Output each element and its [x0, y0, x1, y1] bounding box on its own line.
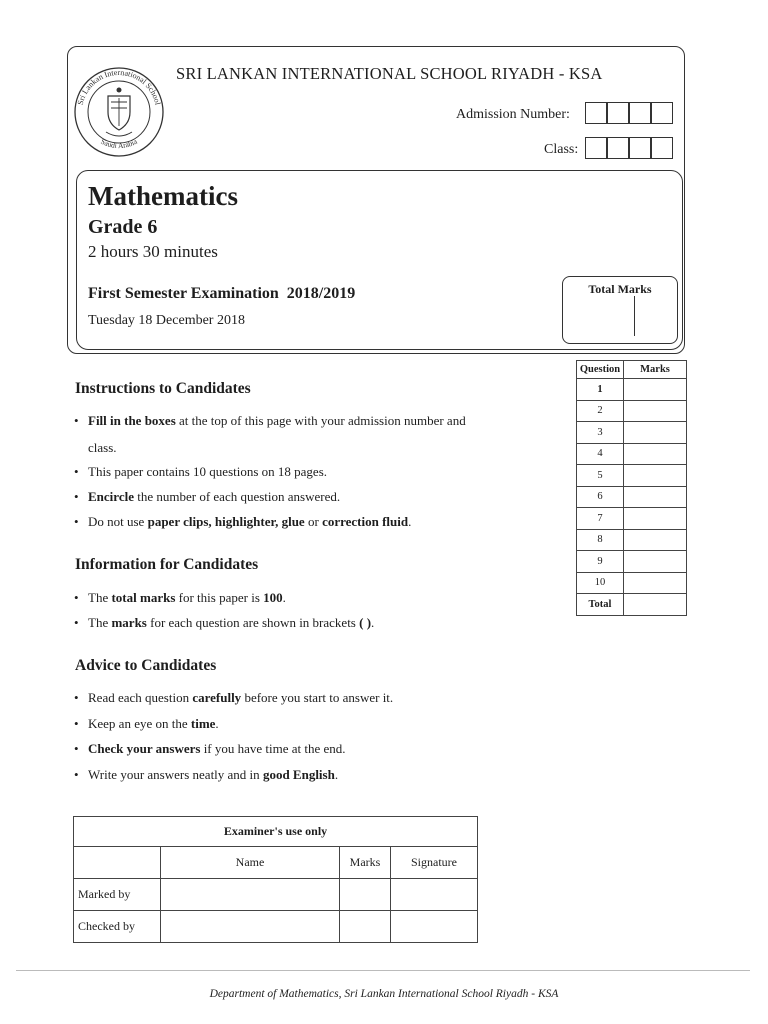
question-number: 4	[577, 443, 624, 465]
examiner-blank-cell	[74, 847, 161, 879]
examiner-use-table	[73, 816, 478, 943]
instruction-text: Do not use	[88, 514, 148, 529]
bullet-icon: •	[74, 464, 79, 479]
bullet-icon: •	[74, 716, 79, 731]
table-row	[577, 486, 687, 508]
table-row	[577, 422, 687, 444]
instruction-item	[74, 413, 466, 429]
advice-text: Read each question	[88, 690, 193, 705]
information-bold: 100	[263, 590, 283, 605]
question-number: 8	[577, 529, 624, 551]
information-text: .	[282, 590, 286, 605]
marks-cell[interactable]	[624, 465, 687, 487]
instruction-item	[74, 464, 327, 480]
marked-by-marks-cell[interactable]	[340, 879, 391, 911]
question-number: 6	[577, 486, 624, 508]
class-digit-box[interactable]	[629, 137, 651, 159]
marks-column-header: Marks	[340, 847, 391, 879]
advice-text: .	[334, 767, 339, 782]
class-digit-box[interactable]	[651, 137, 673, 159]
advice-heading: Advice to Candidates	[75, 657, 217, 674]
marks-cell[interactable]	[624, 529, 687, 551]
advice-text: before you start to answer it.	[241, 690, 394, 705]
table-row	[577, 400, 687, 422]
admission-number-label: Admission Number:	[456, 107, 570, 122]
instruction-text: or	[304, 514, 323, 529]
information-text: The	[88, 615, 112, 630]
marked-by-name-cell[interactable]	[161, 879, 340, 911]
total-marks-divider	[634, 296, 635, 336]
table-row	[577, 379, 687, 401]
marks-cell[interactable]	[624, 400, 687, 422]
examiner-title: Examiner's use only	[74, 817, 478, 847]
advice-item	[74, 741, 346, 757]
bullet-icon: •	[74, 741, 79, 756]
advice-text: .	[215, 716, 219, 731]
exam-duration: 2 hours 30 minutes	[88, 242, 218, 261]
subject-title: Mathematics	[88, 181, 238, 211]
bullet-icon: •	[74, 615, 79, 630]
instruction-text: the number of each question answered.	[133, 489, 341, 504]
advice-bold: carefully	[192, 690, 242, 705]
question-column-header: Question	[577, 361, 624, 379]
exam-name: First Semester Examination 2018/2019	[88, 285, 356, 302]
footer-divider	[16, 970, 750, 971]
instruction-bold: Encircle	[88, 489, 134, 504]
table-row	[577, 572, 687, 594]
marks-cell[interactable]	[624, 486, 687, 508]
checked-by-label: Checked by	[74, 911, 161, 943]
instruction-bold: paper clips, highlighter, glue	[147, 514, 305, 529]
signature-column-header: Signature	[391, 847, 478, 879]
table-row	[74, 879, 478, 911]
admission-digit-box[interactable]	[585, 102, 607, 124]
advice-bold: time	[190, 716, 216, 731]
instruction-bold: Fill in the boxes	[88, 413, 176, 428]
information-bold: ( )	[359, 615, 372, 630]
marks-cell[interactable]	[624, 379, 687, 401]
marked-by-signature-cell[interactable]	[391, 879, 478, 911]
bullet-icon: •	[74, 514, 79, 529]
bullet-icon: •	[74, 590, 79, 605]
class-digit-box[interactable]	[585, 137, 607, 159]
advice-text: Write your answers neatly and in	[88, 767, 263, 782]
information-text: for this paper is	[175, 590, 264, 605]
instruction-text: at the top of this page with your admission number and	[175, 413, 466, 428]
marks-cell[interactable]	[624, 551, 687, 573]
question-number: 10	[577, 572, 624, 594]
information-bold: total marks	[111, 590, 176, 605]
table-row	[577, 465, 687, 487]
bullet-icon: •	[74, 489, 79, 504]
question-number: 7	[577, 508, 624, 530]
table-row	[577, 529, 687, 551]
checked-by-marks-cell[interactable]	[340, 911, 391, 943]
instruction-continuation: class.	[88, 440, 117, 455]
total-marks-label: Total Marks	[588, 282, 652, 296]
admission-digit-box[interactable]	[651, 102, 673, 124]
total-marks-cell[interactable]	[624, 594, 687, 616]
instructions-heading: Instructions to Candidates	[75, 380, 251, 397]
class-digit-box[interactable]	[607, 137, 629, 159]
advice-bold: Check your answers	[88, 741, 201, 756]
question-marks-table	[576, 360, 687, 616]
marks-cell[interactable]	[624, 508, 687, 530]
question-number: 2	[577, 400, 624, 422]
question-number: 9	[577, 551, 624, 573]
marks-column-header: Marks	[624, 361, 687, 379]
instruction-item	[74, 514, 411, 530]
information-text: for each question are shown in brackets	[146, 615, 360, 630]
name-column-header: Name	[161, 847, 340, 879]
marks-cell[interactable]	[624, 422, 687, 444]
admission-digit-box[interactable]	[607, 102, 629, 124]
question-number: 5	[577, 465, 624, 487]
bullet-icon: •	[74, 690, 79, 705]
class-label: Class:	[544, 142, 579, 157]
instruction-text: .	[408, 514, 412, 529]
table-row	[577, 443, 687, 465]
svg-text:Sri Lankan International Schoo: Sri Lankan International School	[75, 67, 163, 106]
information-text: The	[88, 590, 112, 605]
advice-text: Keep an eye on the	[88, 716, 191, 731]
table-row	[577, 508, 687, 530]
information-text: .	[371, 615, 375, 630]
grade-label: Grade 6	[88, 216, 158, 238]
table-row	[577, 594, 687, 616]
checked-by-signature-cell[interactable]	[391, 911, 478, 943]
admission-digit-box[interactable]	[629, 102, 651, 124]
question-number: 3	[577, 422, 624, 444]
information-bold: marks	[111, 615, 147, 630]
advice-item	[74, 767, 338, 783]
marked-by-label: Marked by	[74, 879, 161, 911]
information-heading: Information for Candidates	[75, 556, 259, 573]
instruction-item	[74, 489, 340, 505]
advice-item	[74, 690, 393, 706]
checked-by-name-cell[interactable]	[161, 911, 340, 943]
table-row	[74, 911, 478, 943]
marks-cell[interactable]	[624, 572, 687, 594]
total-label: Total	[577, 594, 624, 616]
advice-text: if you have time at the end.	[200, 741, 346, 756]
table-row	[577, 551, 687, 573]
advice-item	[74, 716, 219, 732]
exam-date: Tuesday 18 December 2018	[88, 313, 245, 328]
page-footer: Department of Mathematics, Sri Lankan International School Riyadh - KSA	[209, 988, 559, 1000]
advice-bold: good English	[262, 767, 335, 782]
instruction-bold: correction fluid	[322, 514, 409, 529]
question-number: 1	[577, 379, 624, 401]
svg-text:Saudi Arabia: Saudi Arabia	[99, 136, 139, 151]
bullet-icon: •	[74, 413, 79, 428]
instruction-text: This paper contains 10 questions on 18 pages.	[88, 464, 328, 479]
school-crest-logo	[70, 52, 168, 170]
marks-cell[interactable]	[624, 443, 687, 465]
information-item	[74, 590, 286, 606]
school-name: SRI LANKAN INTERNATIONAL SCHOOL RIYADH - KSA	[176, 64, 603, 83]
information-item	[74, 615, 374, 631]
bullet-icon: •	[74, 767, 79, 782]
